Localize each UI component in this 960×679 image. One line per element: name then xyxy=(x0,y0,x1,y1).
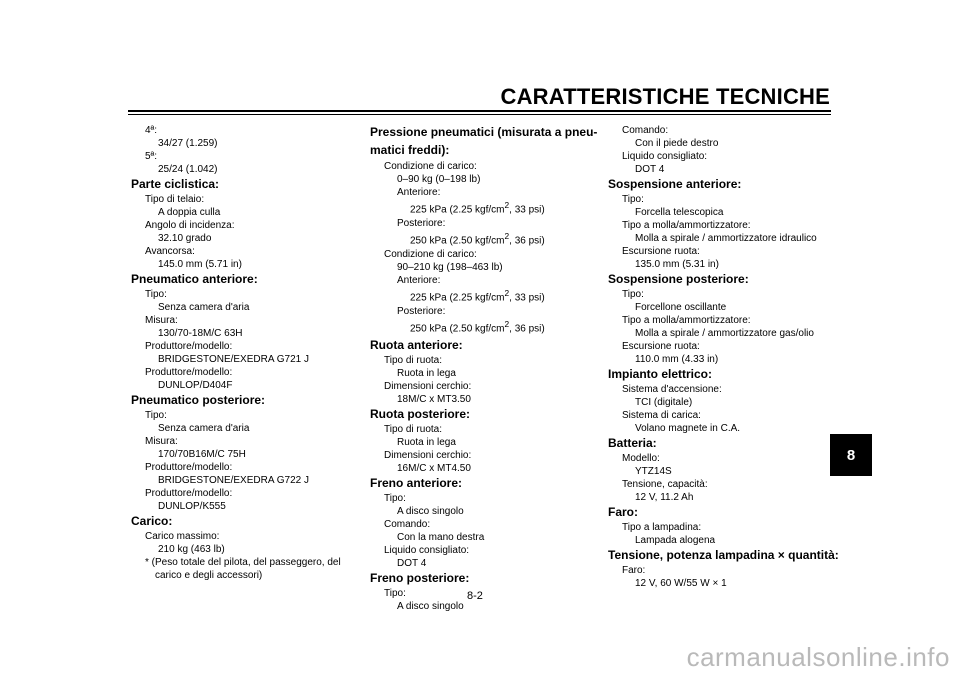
wheel-front-type-value: Ruota in lega xyxy=(397,367,456,379)
susp-rear-type-label: Tipo: xyxy=(622,289,644,300)
brake-front-type-label: Tipo: xyxy=(384,492,406,504)
brake-front-control-label: Comando: xyxy=(384,518,431,530)
tire-rear-size-label: Misura: xyxy=(145,436,178,447)
pressure-rear1-value: 250 kPa (2.50 kgf/$cm^2$, 36 psi) xyxy=(410,231,545,247)
tire-rear-type-value: Senza camera d'aria xyxy=(158,423,250,434)
heading-wheel-front: Ruota anteriore: xyxy=(370,337,463,352)
ignition-label: Sistema d'accensione: xyxy=(622,384,722,395)
heading-brake-front: Freno anteriore: xyxy=(370,475,463,490)
header-rule-thick xyxy=(128,110,831,112)
heading-battery: Batteria: xyxy=(608,436,657,450)
susp-front-spring-value: Molla a spirale / ammortizzatore idraulico xyxy=(635,233,817,244)
tire-rear-mfr1-label: Produttore/modello: xyxy=(145,462,233,473)
wheel-rear-rim-label: Dimensioni cerchio: xyxy=(384,449,472,461)
tire-front-mfr2-value: DUNLOP/D404F xyxy=(158,380,233,391)
caster-value: 32.10 grado xyxy=(158,233,212,244)
pressure-cond2-label: Condizione di carico: xyxy=(384,249,477,261)
susp-front-type-label: Tipo: xyxy=(622,194,644,205)
gear4-label: 4ª: xyxy=(145,125,158,136)
load-max-label: Carico massimo: xyxy=(145,531,220,542)
wheel-front-rim-value: 18M/C x MT3.50 xyxy=(397,393,471,405)
pressure-front1-label: Anteriore: xyxy=(397,187,441,198)
trail-value: 145.0 mm (5.71 in) xyxy=(158,259,242,270)
heading-pressure-line2: matici freddi): xyxy=(370,143,450,157)
tire-rear-type-label: Tipo: xyxy=(145,410,167,421)
pressure-rear1-label: Posteriore: xyxy=(397,218,446,230)
pressure-cond1-label: Condizione di carico: xyxy=(384,161,477,172)
susp-rear-spring-value: Molla a spirale / ammortizzatore gas/olio xyxy=(635,328,814,339)
heading-susp-front: Sospensione anteriore: xyxy=(608,177,742,191)
brake-rear-type-value: A disco singolo xyxy=(397,600,464,612)
gear5-label: 5ª: xyxy=(145,151,158,162)
spec-column-1 xyxy=(131,124,361,582)
brake-rear-fluid-value: DOT 4 xyxy=(635,164,665,175)
frame-value: A doppia culla xyxy=(158,207,221,218)
tire-rear-size-value: 170/70B16M/C 75H xyxy=(158,449,246,460)
heading-tire-rear: Pneumatico posteriore: xyxy=(131,393,266,407)
tire-front-mfr2-label: Produttore/modello: xyxy=(145,367,233,378)
charging-label: Sistema di carica: xyxy=(622,410,701,421)
heading-load: Carico: xyxy=(131,514,173,528)
brake-rear-control-label: Comando: xyxy=(622,125,669,136)
heading-pressure-line1: Pressione pneumatici (misurata a pneu- xyxy=(370,125,598,139)
tire-front-mfr1-label: Produttore/modello: xyxy=(145,341,233,352)
battery-capacity-value: 12 V, 11.2 Ah xyxy=(635,492,694,503)
ignition-value: TCI (digitale) xyxy=(635,397,693,408)
tire-rear-mfr2-label: Produttore/modello: xyxy=(145,488,233,499)
susp-front-travel-value: 135.0 mm (5.31 in) xyxy=(635,259,719,270)
gear5-value: 25/24 (1.042) xyxy=(158,164,218,175)
heading-headlight: Faro: xyxy=(608,505,638,519)
susp-rear-travel-label: Escursione ruota: xyxy=(622,341,700,352)
pressure-front2-label: Anteriore: xyxy=(397,275,441,287)
heading-wheel-rear: Ruota posteriore: xyxy=(370,406,471,421)
pressure-rear2-label: Posteriore: xyxy=(397,306,446,318)
header-rule-thin xyxy=(128,114,831,115)
wheel-rear-type-value: Ruota in lega xyxy=(397,436,456,448)
wheel-front-type-label: Tipo di ruota: xyxy=(384,354,442,366)
page-title: CARATTERISTICHE TECNICHE xyxy=(500,84,830,109)
brake-front-type-value: A disco singolo xyxy=(397,505,464,517)
spec-column-2 xyxy=(370,124,600,613)
battery-model-value: YTZ14S xyxy=(635,466,672,477)
caster-label: Angolo di incidenza: xyxy=(145,220,235,231)
trail-label: Avancorsa: xyxy=(145,246,195,257)
pressure-rear2-value: 250 kPa (2.50 kgf/$cm^2$, 36 psi) xyxy=(410,319,545,335)
heading-tire-front: Pneumatico anteriore: xyxy=(131,272,258,286)
pressure-cond1-value: 0–90 kg (0–198 lb) xyxy=(397,174,481,185)
susp-front-travel-label: Escursione ruota: xyxy=(622,246,700,257)
susp-rear-travel-value: 110.0 mm (4.33 in) xyxy=(635,354,719,365)
pressure-front1-value: 225 kPa (2.25 kgf/$cm^2$, 33 psi) xyxy=(410,200,545,216)
susp-front-spring-label: Tipo a molla/ammortizzatore: xyxy=(622,220,751,231)
wheel-rear-rim-value: 16M/C x MT4.50 xyxy=(397,462,471,474)
chapter-tab: 8 xyxy=(830,434,872,476)
tire-rear-mfr2-value: DUNLOP/K555 xyxy=(158,501,226,512)
brake-front-control-value: Con la mano destra xyxy=(397,531,485,543)
heading-susp-rear: Sospensione posteriore: xyxy=(608,272,749,286)
tire-front-size-value: 130/70-18M/C 63H xyxy=(158,328,243,339)
heading-brake-rear: Freno posteriore: xyxy=(370,570,470,585)
tire-front-mfr1-value: BRIDGESTONE/EXEDRA G721 J xyxy=(158,354,309,365)
headlight-bulb-label: Tipo a lampadina: xyxy=(622,522,702,533)
tire-front-type-label: Tipo: xyxy=(145,289,167,300)
battery-capacity-label: Tensione, capacità: xyxy=(622,479,708,490)
susp-rear-spring-label: Tipo a molla/ammortizzatore: xyxy=(622,315,751,326)
watermark: carmanualsonline.info xyxy=(686,642,950,672)
brake-rear-fluid-label: Liquido consigliato: xyxy=(622,151,708,162)
heading-ciclistica: Parte ciclistica: xyxy=(131,177,220,191)
pressure-cond2-value: 90–210 kg (198–463 lb) xyxy=(397,262,503,274)
bulbs-headlight-label: Faro: xyxy=(622,565,646,576)
headlight-bulb-value: Lampada alogena xyxy=(635,535,716,546)
load-max-value: 210 kg (463 lb) xyxy=(158,544,225,555)
gear4-value: 34/27 (1.259) xyxy=(158,138,218,149)
pressure-front2-value: 225 kPa (2.25 kgf/$cm^2$, 33 psi) xyxy=(410,288,545,304)
tire-front-size-label: Misura: xyxy=(145,315,178,326)
page-number: 8-2 xyxy=(467,590,483,602)
brake-front-fluid-label: Liquido consigliato: xyxy=(384,544,470,556)
susp-rear-type-value: Forcellone oscillante xyxy=(635,302,727,313)
tire-front-type-value: Senza camera d'aria xyxy=(158,302,250,313)
spec-column-3 xyxy=(608,124,838,590)
brake-front-fluid-value: DOT 4 xyxy=(397,557,427,569)
wheel-rear-type-label: Tipo di ruota: xyxy=(384,423,442,435)
heading-bulbs: Tensione, potenza lampadina × quantità: xyxy=(608,548,839,562)
wheel-front-rim-label: Dimensioni cerchio: xyxy=(384,380,472,392)
load-note: * (Peso totale del pilota, del passeggero, del carico e degli accessori) xyxy=(145,557,341,581)
frame-label: Tipo di telaio: xyxy=(145,194,205,205)
tire-rear-mfr1-value: BRIDGESTONE/EXEDRA G722 J xyxy=(158,475,309,486)
heading-electrical: Impianto elettrico: xyxy=(608,367,713,381)
charging-value: Volano magnete in C.A. xyxy=(635,423,741,434)
brake-rear-type-label: Tipo: xyxy=(384,587,406,599)
susp-front-type-value: Forcella telescopica xyxy=(635,207,724,218)
battery-model-label: Modello: xyxy=(622,453,660,464)
bulbs-headlight-value: 12 V, 60 W/55 W × 1 xyxy=(635,578,727,589)
brake-rear-control-value: Con il piede destro xyxy=(635,138,719,149)
